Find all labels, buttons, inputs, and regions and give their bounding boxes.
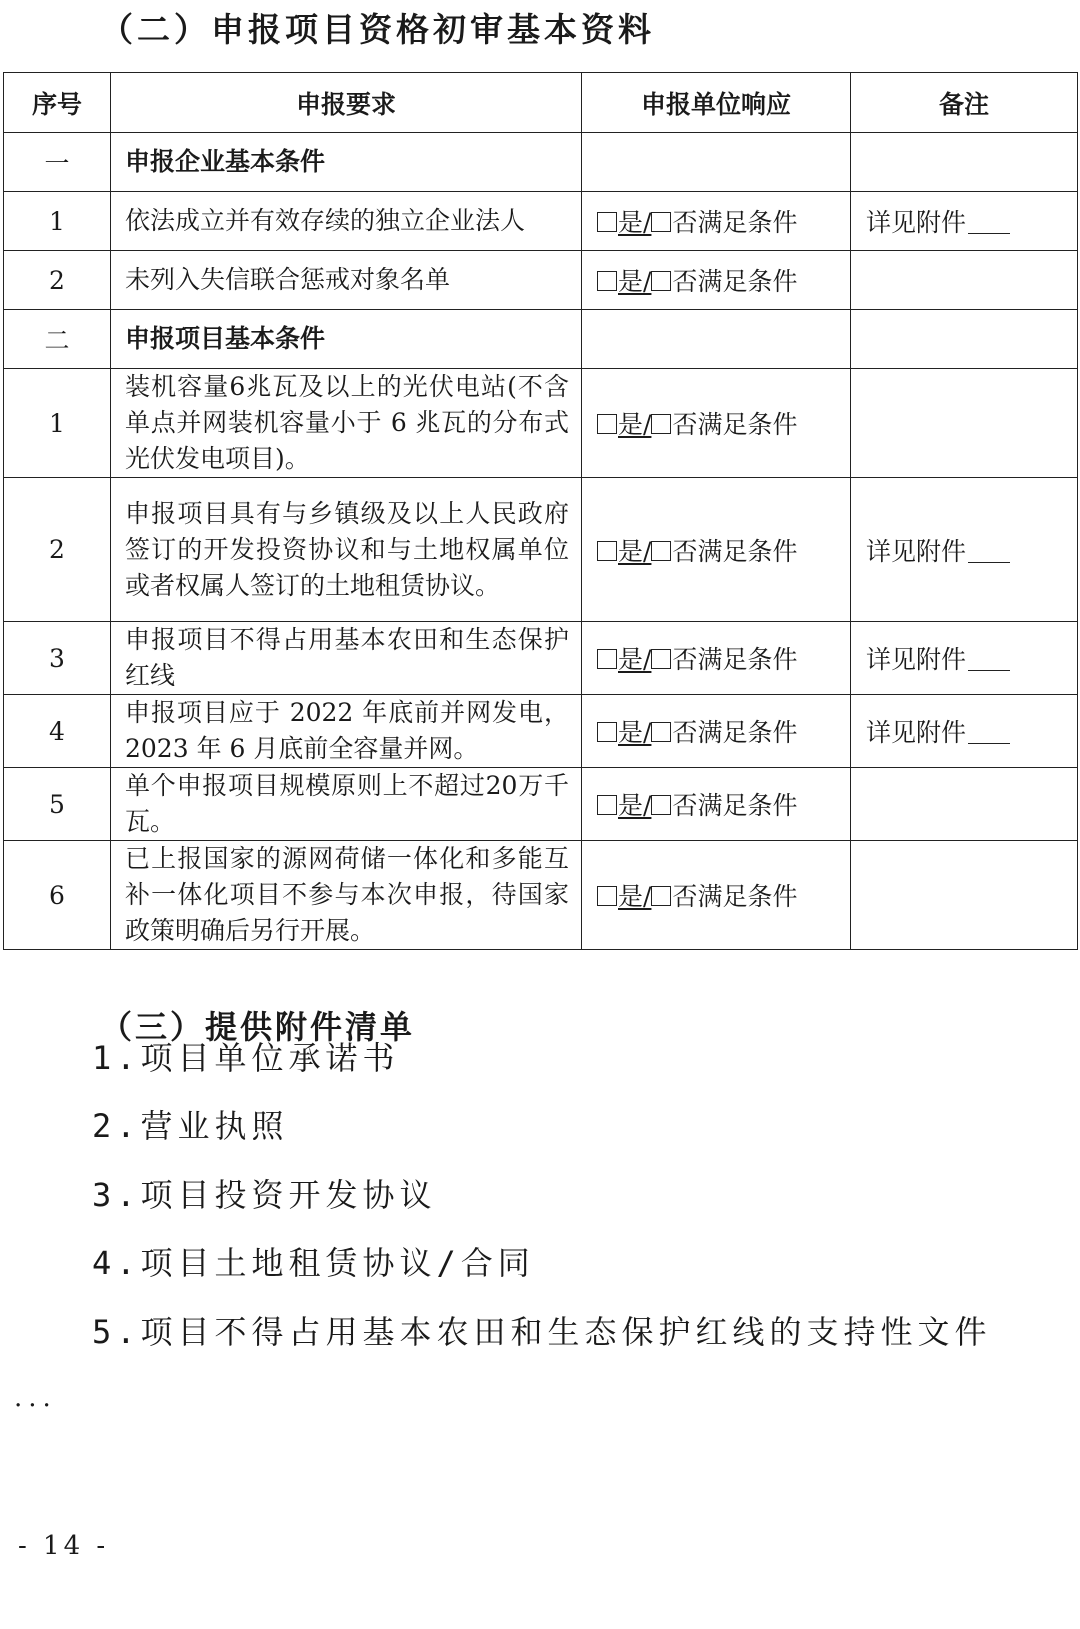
row-response — [582, 192, 851, 251]
section3-title: （三）提供附件清单 — [100, 1008, 416, 1046]
fill-in-blank[interactable] — [968, 723, 1010, 744]
table-header-row — [4, 73, 1078, 133]
response-no-label: 否满足条件 — [672, 791, 798, 820]
header-requirement: 申报要求 — [111, 73, 582, 133]
row-note — [851, 192, 1078, 251]
checkbox-no[interactable] — [651, 541, 671, 561]
row-response — [582, 841, 851, 950]
attachment-item: 1.项目单位承诺书 — [92, 1039, 400, 1077]
row-response — [582, 369, 851, 478]
table-row — [4, 369, 1078, 478]
response-no-label: 否满足条件 — [672, 410, 798, 439]
checkbox-yes[interactable] — [597, 649, 617, 669]
header-note: 备注 — [851, 73, 1078, 133]
row-requirement: 依法成立并有效存续的独立企业法人 — [111, 192, 582, 251]
table-row — [4, 768, 1078, 841]
row-requirement: 申报项目基本条件 — [111, 310, 582, 369]
response-yes-label: 是/ — [618, 208, 652, 237]
checkbox-yes[interactable] — [597, 795, 617, 815]
row-note — [851, 133, 1078, 192]
table-row — [4, 251, 1078, 310]
checkbox-no[interactable] — [651, 722, 671, 742]
row-note — [851, 622, 1078, 695]
response-yes-label: 是/ — [618, 645, 652, 674]
table-section-row — [4, 133, 1078, 192]
fill-in-blank[interactable] — [968, 650, 1010, 671]
row-response — [582, 310, 851, 369]
checkbox-no[interactable] — [651, 212, 671, 232]
table-body — [4, 133, 1078, 950]
page-number: - 14 - — [18, 1531, 110, 1561]
row-number: 二 — [4, 310, 111, 369]
row-response — [582, 478, 851, 622]
response-yes-label: 是/ — [618, 791, 652, 820]
checkbox-yes[interactable] — [597, 414, 617, 434]
attachment-item: 4.项目土地租赁协议/合同 — [92, 1244, 535, 1282]
row-number: 2 — [4, 478, 111, 622]
checkbox-no[interactable] — [651, 271, 671, 291]
checkbox-no[interactable] — [651, 414, 671, 434]
note-label: 详见附件 — [866, 645, 967, 674]
table-row — [4, 192, 1078, 251]
note-label: 详见附件 — [866, 536, 967, 566]
response-no-label: 否满足条件 — [672, 882, 798, 911]
checkbox-yes[interactable] — [597, 886, 617, 906]
response-yes-label: 是/ — [618, 536, 652, 566]
attachment-item: 2.营业执照 — [92, 1107, 289, 1145]
row-number: 一 — [4, 133, 111, 192]
checkbox-yes[interactable] — [597, 541, 617, 561]
fill-in-blank[interactable] — [968, 213, 1010, 234]
table-row — [4, 695, 1078, 768]
row-response — [582, 695, 851, 768]
row-number: 1 — [4, 192, 111, 251]
row-note — [851, 695, 1078, 768]
response-no-label: 否满足条件 — [672, 208, 798, 237]
checkbox-yes[interactable] — [597, 271, 617, 291]
attachment-item: 5.项目不得占用基本农田和生态保护红线的支持性文件 — [92, 1313, 992, 1351]
table-row — [4, 841, 1078, 950]
attachment-item: 3.项目投资开发协议 — [92, 1176, 437, 1214]
response-yes-label: 是/ — [618, 718, 652, 747]
row-note — [851, 310, 1078, 369]
header-number: 序号 — [4, 73, 111, 133]
checkbox-yes[interactable] — [597, 212, 617, 232]
row-requirement: 单个申报项目规模原则上不超过20万千瓦。 — [111, 768, 582, 841]
header-response: 申报单位响应 — [582, 73, 851, 133]
row-number: 1 — [4, 369, 111, 478]
section2-title: （二）申报项目资格初审基本资料 — [100, 10, 655, 49]
response-yes-label: 是/ — [618, 267, 652, 296]
response-no-label: 否满足条件 — [672, 267, 798, 296]
row-number: 6 — [4, 841, 111, 950]
response-no-label: 否满足条件 — [672, 536, 798, 566]
row-requirement: 已上报国家的源网荷储一体化和多能互补一体化项目不参与本次申报，待国家政策明确后另行开展。 — [111, 841, 582, 950]
ellipsis: ... — [14, 1383, 57, 1413]
row-requirement: 未列入失信联合惩戒对象名单 — [111, 251, 582, 310]
response-no-label: 否满足条件 — [672, 718, 798, 747]
checkbox-yes[interactable] — [597, 722, 617, 742]
row-number: 2 — [4, 251, 111, 310]
row-note — [851, 478, 1078, 622]
response-yes-label: 是/ — [618, 882, 652, 911]
row-response — [582, 133, 851, 192]
row-number: 5 — [4, 768, 111, 841]
row-number: 3 — [4, 622, 111, 695]
row-response — [582, 768, 851, 841]
requirements-table — [3, 72, 1078, 950]
row-requirement: 申报项目应于 2022 年底前并网发电，2023 年 6 月底前全容量并网。 — [111, 695, 582, 768]
row-number: 4 — [4, 695, 111, 768]
fill-in-blank[interactable] — [968, 542, 1010, 563]
row-response — [582, 251, 851, 310]
row-response — [582, 622, 851, 695]
row-requirement: 装机容量6兆瓦及以上的光伏电站(不含单点并网装机容量小于 6 兆瓦的分布式光伏发电项目)。 — [111, 369, 582, 478]
table-row — [4, 478, 1078, 622]
row-note — [851, 369, 1078, 478]
row-requirement: 申报项目不得占用基本农田和生态保护红线 — [111, 622, 582, 695]
checkbox-no[interactable] — [651, 886, 671, 906]
note-label: 详见附件 — [866, 718, 967, 747]
row-note — [851, 251, 1078, 310]
row-note — [851, 768, 1078, 841]
table-section-row — [4, 310, 1078, 369]
row-requirement: 申报项目具有与乡镇级及以上人民政府签订的开发投资协议和与土地权属单位或者权属人签订的土地租赁协议。 — [111, 478, 582, 622]
checkbox-no[interactable] — [651, 649, 671, 669]
response-yes-label: 是/ — [618, 410, 652, 439]
response-no-label: 否满足条件 — [672, 645, 798, 674]
checkbox-no[interactable] — [651, 795, 671, 815]
note-label: 详见附件 — [866, 208, 967, 237]
row-note — [851, 841, 1078, 950]
table-row — [4, 622, 1078, 695]
row-requirement: 申报企业基本条件 — [111, 133, 582, 192]
